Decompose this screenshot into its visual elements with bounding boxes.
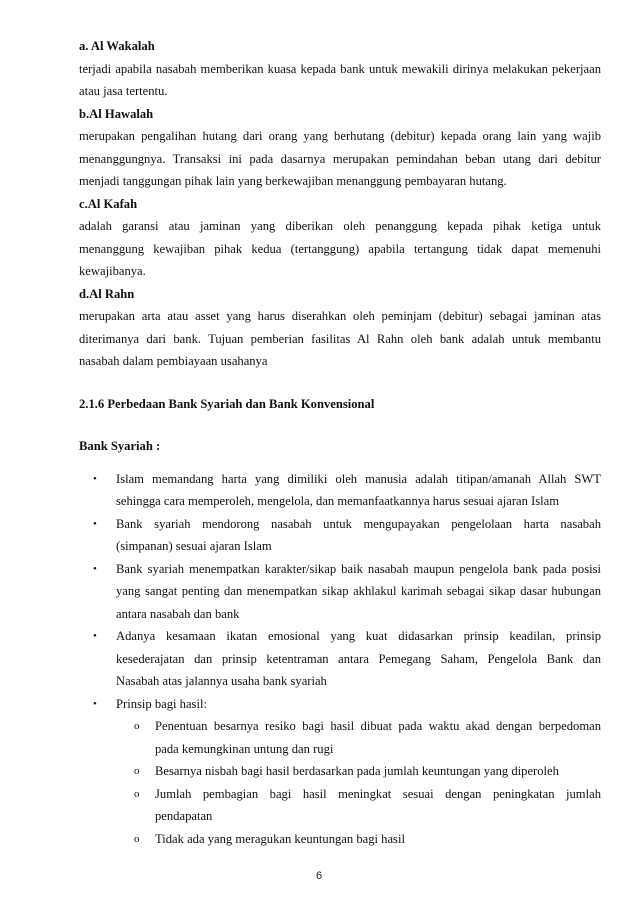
- sub-bullet-continuation: pendapatan: [155, 809, 213, 823]
- bullet-item: [79, 693, 601, 716]
- paragraph-line: kewajibanya.: [79, 264, 146, 278]
- subsection-title: Bank Syariah :: [79, 439, 161, 453]
- bullet-icon: •: [93, 630, 97, 642]
- bullet-icon: •: [93, 562, 97, 575]
- bullet-item: [79, 468, 601, 491]
- paragraph-line: menjadi tanggungan pihak lain yang berkewajiban menanggung pembayaran hutang.: [79, 174, 507, 188]
- bullet-continuation: sehingga cara memperoleh, mengelola, dan memanfaatkannya harus sesuai ajaran Islam: [116, 494, 560, 508]
- circle-bullet-icon: o: [134, 765, 140, 777]
- bullet-text: Prinsip bagi hasil:: [116, 696, 207, 711]
- page-number: 6: [315, 870, 323, 882]
- paragraph-line: diterimanya dari bank. Tujuan pemberian fasilitas Al Rahn oleh bank adalah untuk membantu: [79, 331, 601, 346]
- paragraph-line: merupakan pengalihan hutang dari orang yang berhutang (debitur) kepada orang lain yang wajib: [79, 129, 601, 143]
- document-page: [79, 35, 601, 850]
- circle-bullet-icon: o: [134, 832, 140, 845]
- paragraph-line: nasabah dalam pembiayaan usahanya: [79, 354, 268, 368]
- bullet-continuation: antara nasabah dan bank: [116, 606, 240, 621]
- heading-al-wakalah: a. Al Wakalah: [79, 39, 155, 53]
- bullet-continuation: Nasabah atas jalannya usaha bank syariah: [116, 674, 327, 688]
- bullet-text: Bank syariah menempatkan karakter/sikap baik nasabah maupun pengelola bank pada posisi: [116, 561, 601, 576]
- bullet-item: [79, 513, 601, 536]
- bullet-item: [79, 625, 601, 648]
- circle-bullet-icon: o: [134, 787, 140, 800]
- bullet-icon: •: [93, 517, 97, 530]
- paragraph-line: menanggung kewajiban pihak kedua (tertanggung) apabila tertangung tidak dapat memenuhi: [79, 241, 601, 256]
- bullet-text: Bank syariah mendorong nasabah untuk mengupayakan pengelolaan harta nasabah: [116, 516, 601, 531]
- bullet-item: [79, 558, 601, 581]
- sub-bullet-item: [79, 783, 601, 806]
- bullet-continuation: (simpanan) sesuai ajaran Islam: [116, 539, 272, 553]
- sub-bullet-item: [79, 760, 601, 783]
- circle-bullet-icon: o: [134, 720, 140, 732]
- sub-bullet-text: Besarnya nisbah bagi hasil berdasarkan pada jumlah keuntungan yang diperoleh: [155, 764, 559, 778]
- bullet-continuation: yang sangat penting dan menempatkan sikap akhlakul karimah sebagai sikap dasar hubungan: [116, 584, 601, 598]
- section-title: 2.1.6 Perbedaan Bank Syariah dan Bank Konvensional: [79, 396, 375, 411]
- sub-bullet-text: Tidak ada yang meragukan keuntungan bagi hasil: [155, 831, 405, 846]
- bullet-icon: •: [93, 697, 97, 710]
- bullet-text: Adanya kesamaan ikatan emosional yang kuat didasarkan prinsip keadilan, prinsip: [116, 629, 601, 643]
- paragraph-line: atau jasa tertentu.: [79, 84, 168, 98]
- bullet-continuation: kesederajatan dan prinsip ketentraman antara Pemegang Saham, Pengelola Bank dan: [116, 651, 601, 666]
- paragraph-line: merupakan arta atau asset yang harus diserahkan oleh peminjam (debitur) sebagai jaminan atas: [79, 309, 601, 323]
- heading-al-rahn: d.Al Rahn: [79, 286, 135, 301]
- paragraph-line: adalah garansi atau jaminan yang diberikan oleh penanggung kepada pihak ketiga untuk: [79, 219, 601, 233]
- sub-bullet-item: [79, 715, 601, 738]
- sub-bullet-text: Jumlah pembagian bagi hasil meningkat sesuai dengan peningkatan jumlah: [155, 786, 601, 801]
- paragraph-line: terjadi apabila nasabah memberikan kuasa kepada bank untuk mewakili dirinya melakukan pekerjaan: [79, 61, 601, 76]
- paragraph-line: menanggungnya. Transaksi ini pada dasarnya merupakan pemindahan beban utang dari debitur: [79, 151, 601, 166]
- heading-al-kafah: c.Al Kafah: [79, 196, 138, 211]
- sub-bullet-item: [79, 828, 601, 851]
- heading-al-hawalah: b.Al Hawalah: [79, 106, 154, 121]
- sub-bullet-text: Penentuan besarnya resiko bagi hasil dibuat pada waktu akad dengan berpedoman: [155, 719, 601, 733]
- bullet-text: Islam memandang harta yang dimiliki oleh manusia adalah titipan/amanah Allah SWT: [116, 471, 601, 486]
- sub-bullet-continuation: pada kemungkinan untung dan rugi: [155, 741, 334, 756]
- bullet-icon: •: [93, 472, 97, 485]
